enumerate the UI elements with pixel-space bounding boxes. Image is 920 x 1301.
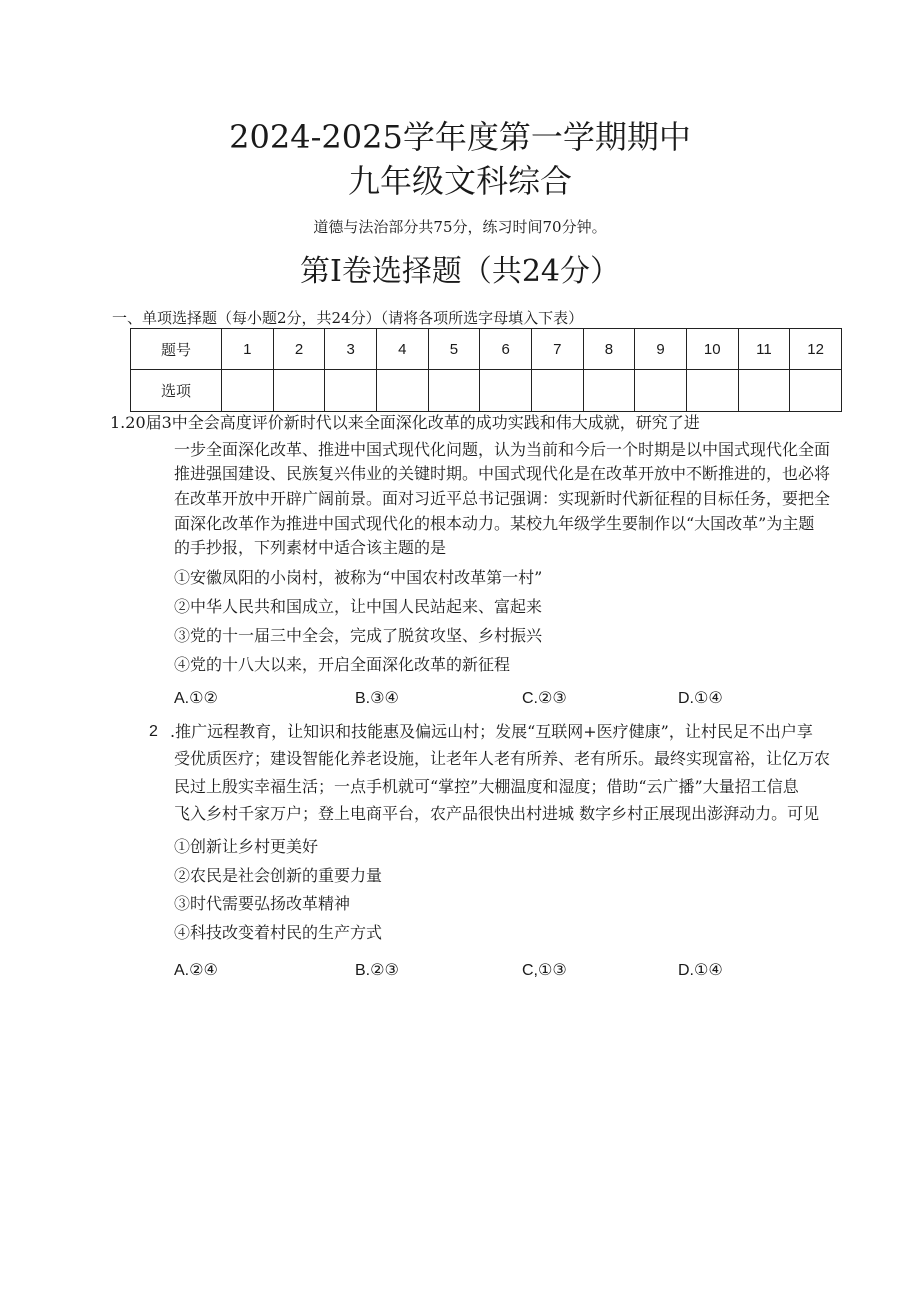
table-cell-number: 12 [790, 329, 842, 370]
table-row [131, 370, 842, 412]
table-cell-number: 10 [686, 329, 738, 370]
question-2-statement: ③时代需要弘扬改革精神 [174, 894, 351, 913]
answer-cell[interactable] [738, 370, 790, 412]
row-label-number: 题号 [131, 329, 222, 370]
question-2-choice-a[interactable]: A.②④ [174, 962, 218, 979]
question-2-choice-c[interactable]: C,①③ [522, 962, 567, 979]
answer-cell[interactable] [376, 370, 428, 412]
question-1-statement: ①安徽凤阳的小岗村，被称为“中国农村改革第一村” [174, 568, 543, 587]
row-label-option: 选项 [131, 370, 222, 412]
exam-title: 2024-2025学年度第一学期期中 [229, 118, 691, 156]
question-1-line: 一步全面深化改革、推进中国式现代化问题，认为当前和今后一个时期是以中国式现代化全面 [174, 440, 831, 459]
table-cell-number: 7 [531, 329, 583, 370]
answer-cell[interactable] [273, 370, 325, 412]
question-2-statement: ②农民是社会创新的重要力量 [174, 866, 383, 885]
answer-cell[interactable] [222, 370, 274, 412]
table-row [131, 329, 842, 370]
question-1-first-line: 1.20届3中全会高度评价新时代以来全面深化改革的成功实践和伟大成就，研究了进 [110, 413, 700, 432]
table-cell-number: 3 [325, 329, 377, 370]
question-2-first-line: .推广远程教育，让知识和技能惠及偏远山村；发展“互联网+医疗健康”，让村民足不出户享 [170, 722, 813, 741]
part-one-heading: 一、单项选择题（每小题2分，共24分）（请将各项所选字母填入下表） [112, 309, 584, 327]
question-1-line: 面深化改革作为推进中国式现代化的根本动力。某校九年级学生要制作以“大国改革”为主题 [174, 514, 815, 533]
table-cell-number: 2 [273, 329, 325, 370]
exam-subtitle: 九年级文科综合 [347, 162, 572, 200]
answer-table [130, 328, 842, 412]
question-1-choice-c[interactable]: C.②③ [522, 690, 567, 707]
table-cell-number: 8 [583, 329, 635, 370]
question-1-statement: ④党的十八大以来，开启全面深化改革的新征程 [174, 655, 511, 674]
table-cell-number: 6 [480, 329, 532, 370]
table-cell-number: 4 [376, 329, 428, 370]
question-1-choice-d[interactable]: D.①④ [678, 690, 723, 707]
question-2-choice-b[interactable]: B.②③ [355, 962, 399, 979]
table-cell-number: 11 [738, 329, 790, 370]
answer-cell[interactable] [583, 370, 635, 412]
question-1-statement: ②中华人民共和国成立，让中国人民站起来、富起来 [174, 597, 543, 616]
table-cell-number: 9 [635, 329, 687, 370]
question-1-choice-a[interactable]: A.①② [174, 690, 218, 707]
question-2-line: 受优质医疗；建设智能化养老设施，让老年人老有所养、老有所乐。最终实现富裕，让亿万农 [174, 749, 831, 768]
question-2-statement: ④科技改变着村民的生产方式 [174, 923, 383, 942]
answer-cell[interactable] [428, 370, 480, 412]
question-2-line: 飞入乡村千家万户；登上电商平台，农产品很快出村进城 数字乡村正展现出澎湃动力。可见 [174, 804, 820, 823]
question-2-number: 2 [149, 723, 158, 740]
table-cell-number: 5 [428, 329, 480, 370]
answer-cell[interactable] [790, 370, 842, 412]
answer-cell[interactable] [531, 370, 583, 412]
question-1-statement: ③党的十一届三中全会，完成了脱贫攻坚、乡村振兴 [174, 626, 543, 645]
answer-cell[interactable] [480, 370, 532, 412]
exam-info: 道德与法治部分共75分，练习时间70分钟。 [313, 218, 607, 236]
question-2-choice-d[interactable]: D.①④ [678, 962, 723, 979]
question-1-line: 在改革开放中开辟广阔前景。面对习近平总书记强调：实现新时代新征程的目标任务，要把全 [174, 489, 831, 508]
answer-cell[interactable] [325, 370, 377, 412]
question-1-choice-b[interactable]: B.③④ [355, 690, 399, 707]
question-1-line: 的手抄报，下列素材中适合该主题的是 [174, 538, 447, 557]
answer-cell[interactable] [635, 370, 687, 412]
table-cell-number: 1 [222, 329, 274, 370]
section-title: 第Ⅰ卷选择题（共24分） [299, 254, 621, 289]
answer-cell[interactable] [686, 370, 738, 412]
question-2-statement: ①创新让乡村更美好 [174, 837, 319, 856]
question-1-line: 推进强国建设、民族复兴伟业的关键时期。中国式现代化是在改革开放中不断推进的，也必将 [174, 464, 831, 483]
question-2-line: 民过上殷实幸福生活；一点手机就可“掌控”大棚温度和湿度；借助“云广播”大量招工信息 [174, 777, 799, 796]
